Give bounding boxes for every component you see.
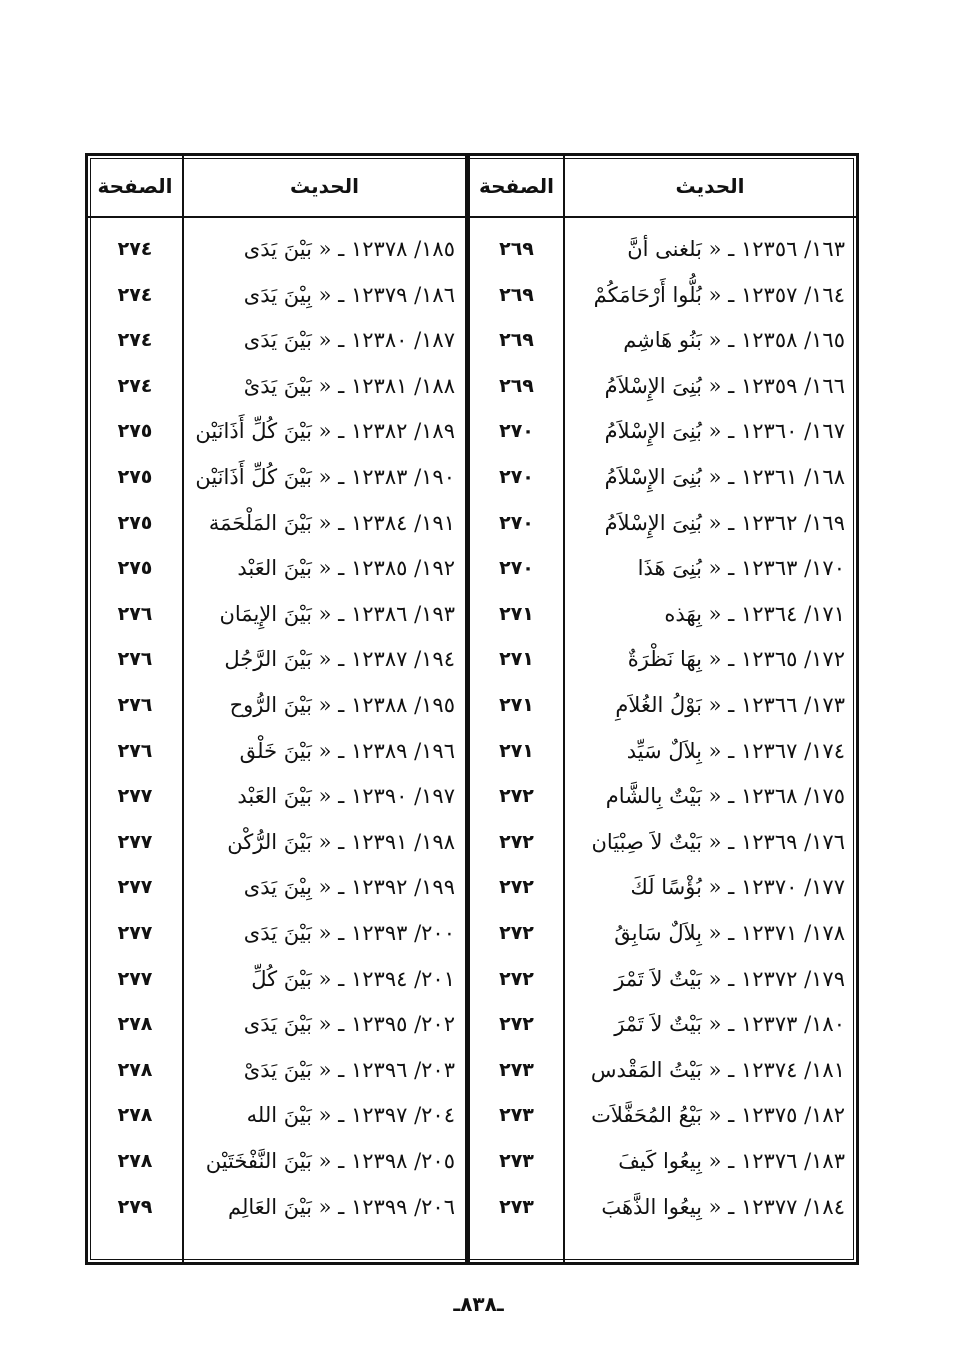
page-ref-right: ٢٧٠ xyxy=(499,511,534,534)
page-ref-right: ٢٦٩ xyxy=(499,283,534,306)
page-ref-left: ٢٧٨ xyxy=(117,1104,153,1127)
page-ref-left: ٢٧٦ xyxy=(117,602,153,625)
table-row xyxy=(88,728,856,774)
page-ref-left: ٢٧٦ xyxy=(117,694,153,716)
page-ref-right: ٢٧٢ xyxy=(499,785,534,808)
table-row xyxy=(88,636,856,682)
page-ref-left: ٢٧٨ xyxy=(117,1150,153,1172)
index-table xyxy=(85,153,859,1265)
table-row xyxy=(88,910,856,956)
page-ref-left: ٢٧٤ xyxy=(117,283,153,306)
hadith-entry-left: ١٩٣/ ١٢٣٨٦ ـ « بَيْنَ الإِيمَان xyxy=(219,601,455,626)
page-ref-right: ٢٧٢ xyxy=(499,967,534,990)
table-row xyxy=(88,591,856,637)
hadith-entry-left: ١٩٤/ ١٢٣٨٧ ـ « بَيْنَ الرَّجُل xyxy=(224,647,455,672)
header-hadith-right: الحديث xyxy=(675,174,745,198)
page-ref-right: ٢٧١ xyxy=(499,739,534,762)
hadith-entry-left: ١٩٢/ ١٢٣٨٥ ـ « بَيْنَ العَبْد xyxy=(237,556,455,581)
table-row xyxy=(88,1092,856,1138)
page-ref-right: ٢٧٣ xyxy=(499,1150,534,1172)
table-row xyxy=(88,1184,856,1230)
page-ref-left: ٢٧٧ xyxy=(117,830,153,853)
hadith-entry-left: ١٩٠/ ١٢٣٨٣ ـ « بَيْنَ كُلِّ أَذَانَيْن xyxy=(195,465,455,489)
page-ref-left: ٢٧٥ xyxy=(117,466,153,488)
hadith-entry-left: ١٨٩/ ١٢٣٨٢ ـ « بَيْنَ كُلِّ أَذَانَيْن xyxy=(195,419,455,444)
page-ref-left: ٢٧٧ xyxy=(117,967,153,990)
hadith-entry-right: ١٦٧/ ١٢٣٦٠ ـ « بُنِىَ الإِسْلاَمُ xyxy=(604,419,845,444)
page-ref-left: ٢٧٥ xyxy=(117,511,153,534)
page-ref-left: ٢٧٨ xyxy=(117,1013,153,1036)
hadith-entry-right: ١٧٨/ ١٢٣٧١ ـ « بِلاَلٌ سَابِقُ xyxy=(614,921,845,945)
table-row xyxy=(88,454,856,500)
hadith-entry-right: ١٧٤/ ١٢٣٦٧ ـ « بِلاَلٌ سَيِّد xyxy=(626,738,845,763)
header-hadith-left: الحديث xyxy=(290,174,360,198)
hadith-entry-right: ١٦٤/ ١٢٣٥٧ ـ « بُلُّوا أَرْحَامَكُمْ xyxy=(593,282,845,307)
page-ref-right: ٢٧٠ xyxy=(499,557,534,580)
page-ref-left: ٢٧٧ xyxy=(117,785,153,808)
hadith-entry-right: ١٧٢/ ١٢٣٦٥ ـ « بِهَا نَظْرَةٌ xyxy=(627,647,845,672)
page-ref-left: ٢٧٥ xyxy=(117,557,153,580)
page-number: ـ٨٣٨ـ xyxy=(453,1292,504,1316)
page-ref-right: ٢٧٢ xyxy=(499,876,534,899)
page-ref-left: ٢٧٦ xyxy=(117,739,153,762)
hadith-entry-right: ١٦٨/ ١٢٣٦١ ـ « بُنِىَ الإِسْلاَمُ xyxy=(604,465,845,489)
hadith-entry-right: ١٨٢/ ١٢٣٧٥ ـ « بَيْعُ المُحَفَّلاَت xyxy=(591,1103,845,1128)
page-ref-right: ٢٧١ xyxy=(499,602,534,625)
hadith-entry-left: ٢٠١/ ١٢٣٩٤ ـ « بَيْنَ كُلِّ xyxy=(251,966,455,991)
hadith-entry-left: ١٨٥/ ١٢٣٧٨ ـ « بَيْنَ يَدَى xyxy=(243,237,455,261)
hadith-entry-right: ١٧١/ ١٢٣٦٤ ـ « بِهَذه xyxy=(664,601,845,626)
table-row xyxy=(88,1001,856,1047)
hadith-entry-left: ٢٠٣/ ١٢٣٩٦ ـ « بَيْنَ يَدَىْ xyxy=(243,1057,455,1082)
page-ref-right: ٢٧١ xyxy=(499,694,534,716)
page-ref-left: ٢٧٤ xyxy=(117,374,153,397)
hadith-entry-left: ١٩٦/ ١٢٣٨٩ ـ « بَيْنَ خَلْق xyxy=(239,738,455,763)
page-ref-right: ٢٧٣ xyxy=(499,1058,534,1081)
hadith-entry-left: ١٩٥/ ١٢٣٨٨ ـ « بَيْنَ الرُّوح xyxy=(229,693,455,717)
hadith-entry-right: ١٧٦/ ١٢٣٦٩ ـ « بَيْتٌ لاَ صِبْيَان xyxy=(591,829,845,854)
hadith-entry-right: ١٦٥/ ١٢٣٥٨ ـ « بَنُو هَاشِم xyxy=(623,328,845,353)
hadith-entry-left: ١٩٨/ ١٢٣٩١ ـ « بَيْنَ الرُّكْن xyxy=(227,829,455,854)
page-ref-right: ٢٧٣ xyxy=(499,1104,534,1127)
table-row xyxy=(88,408,856,454)
page-ref-right: ٢٦٩ xyxy=(499,374,534,397)
hadith-entry-left: ١٨٨/ ١٢٣٨١ ـ « بَيْنَ يَدَىْ xyxy=(243,373,455,398)
hadith-entry-left: ١٩٧/ ١٢٣٩٠ ـ « بَيْنَ العَبْد xyxy=(237,784,455,809)
header-divider xyxy=(88,216,856,218)
page-ref-left: ٢٧٧ xyxy=(117,876,153,899)
hadith-entry-left: ١٨٧/ ١٢٣٨٠ ـ « بَيْنَ يَدَى xyxy=(243,328,455,353)
hadith-entry-left: ١٩٩/ ١٢٣٩٢ ـ « بِيْنَ يَدَى xyxy=(243,875,455,900)
page-ref-left: ٢٧٦ xyxy=(117,648,153,671)
hadith-entry-right: ١٧٧/ ١٢٣٧٠ ـ « بُؤْسًا لَكَ xyxy=(630,875,845,900)
hadith-entry-right: ١٨٠/ ١٢٣٧٣ ـ « بَيْتٌ لاَ تَمْرَ xyxy=(614,1012,845,1037)
page-ref-left: ٢٧٨ xyxy=(117,1058,153,1081)
page-ref-right: ٢٧٣ xyxy=(499,1195,534,1218)
header-page-left: الصفحة xyxy=(97,174,173,198)
hadith-entry-right: ١٧٩/ ١٢٣٧٢ ـ « بَيْتٌ لاَ تَمْرَ xyxy=(614,966,845,991)
table-row xyxy=(88,363,856,409)
table-row xyxy=(88,682,856,728)
table-row xyxy=(88,226,856,272)
hadith-entry-left: ٢٠٦/ ١٢٣٩٩ ـ « بَيْنَ العَالِم xyxy=(227,1194,455,1219)
page-ref-left: ٢٧٩ xyxy=(117,1195,153,1218)
table-row xyxy=(88,773,856,819)
hadith-entry-right: ١٨٣/ ١٢٣٧٦ ـ « بِيعُوا كَيفَ xyxy=(618,1149,845,1173)
page-ref-right: ٢٧٠ xyxy=(499,420,534,443)
table-row xyxy=(88,1047,856,1093)
hadith-entry-left: ١٨٦/ ١٢٣٧٩ ـ « بِيْنَ يَدَى xyxy=(243,282,455,307)
page-ref-right: ٢٧٢ xyxy=(499,922,534,944)
hadith-entry-left: ٢٠٠/ ١٢٣٩٣ ـ « بَيْنَ يَدَى xyxy=(243,921,455,945)
hadith-entry-right: ١٦٦/ ١٢٣٥٩ ـ « بُنِىَ الإِسْلاَمُ xyxy=(604,373,845,398)
hadith-entry-left: ٢٠٢/ ١٢٣٩٥ ـ « بَيْنَ يَدَى xyxy=(243,1012,455,1037)
hadith-entry-left: ٢٠٤/ ١٢٣٩٧ ـ « بَيْنَ الله xyxy=(246,1103,455,1128)
header-page-right: الصفحة xyxy=(479,174,555,198)
hadith-entry-right: ١٧٣/ ١٢٣٦٦ ـ « بَوْلُ الغُلاَمِ xyxy=(615,693,845,717)
page-ref-right: ٢٧٠ xyxy=(499,466,534,488)
table-row xyxy=(88,272,856,318)
hadith-entry-right: ١٦٣/ ١٢٣٥٦ ـ « بَلغنى أنَّ xyxy=(627,237,845,261)
hadith-entry-left: ١٩١/ ١٢٣٨٤ ـ « بَيْنَ المَلْحَمَة xyxy=(208,510,455,535)
page-ref-right: ٢٧٢ xyxy=(499,830,534,853)
table-row xyxy=(88,819,856,865)
hadith-entry-right: ١٨٤/ ١٢٣٧٧ ـ « بِيعُوا الذَّهَبَ xyxy=(601,1194,845,1219)
table-row xyxy=(88,1138,856,1184)
page-ref-right: ٢٧٢ xyxy=(499,1013,534,1036)
hadith-entry-left: ٢٠٥/ ١٢٣٩٨ ـ « بَيْنَ النَّفْخَتَيْن xyxy=(205,1149,455,1173)
table-row xyxy=(88,545,856,591)
table-row xyxy=(88,500,856,546)
table-row xyxy=(88,864,856,910)
table-row xyxy=(88,317,856,363)
hadith-entry-right: ١٨١/ ١٢٣٧٤ ـ « بَيْتُ المَقْدس xyxy=(590,1057,845,1082)
page-ref-right: ٢٧١ xyxy=(499,648,534,671)
page-ref-left: ٢٧٥ xyxy=(117,420,153,443)
page-ref-left: ٢٧٤ xyxy=(117,329,153,352)
hadith-entry-right: ١٦٩/ ١٢٣٦٢ ـ « بُنِىَ الإِسْلاَمُ xyxy=(604,510,845,535)
page-ref-left: ٢٧٧ xyxy=(117,922,153,944)
page-ref-right: ٢٦٩ xyxy=(499,329,534,352)
hadith-entry-right: ١٧٥/ ١٢٣٦٨ ـ « بَيْتٌ بِالشَّام xyxy=(605,784,845,809)
page-ref-left: ٢٧٤ xyxy=(117,238,153,260)
hadith-entry-right: ١٧٠/ ١٢٣٦٣ ـ « بُنِىَ هَذَا xyxy=(637,556,845,581)
page-ref-right: ٢٦٩ xyxy=(499,238,534,260)
table-row xyxy=(88,956,856,1002)
